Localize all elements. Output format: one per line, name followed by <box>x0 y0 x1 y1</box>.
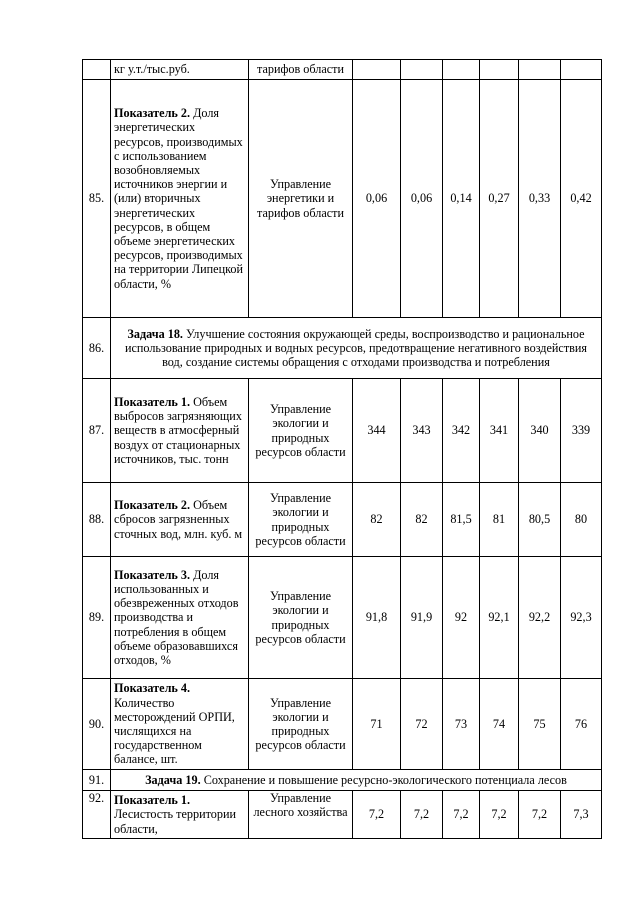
responsible-cell: Управление экологии и природных ресурсов области <box>249 679 353 770</box>
value-cell: 0,06 <box>353 80 401 318</box>
indicator-label: Показатель 4. <box>114 681 191 696</box>
row-number: 88. <box>83 483 111 557</box>
value-cell: 7,2 <box>353 791 401 839</box>
responsible-cell: Управление экологии и природных ресурсов области <box>249 483 353 557</box>
indicator-text: кг у.т./тыс.руб. <box>111 60 249 80</box>
task-row <box>83 770 602 791</box>
row-number: 91. <box>83 770 111 791</box>
table-row <box>83 679 602 770</box>
value-cell: 339 <box>561 379 602 483</box>
indicator-label: Показатель 2. <box>114 498 191 513</box>
indicator-text: Объем сбросов загрязненных сточных вод, млн. куб. м <box>114 498 243 541</box>
value-cell: 0,27 <box>480 80 519 318</box>
value-cell: 74 <box>480 679 519 770</box>
indicator-label: Показатель 3. <box>114 567 191 582</box>
responsible-cell: Управление экологии и природных ресурсов области <box>249 557 353 679</box>
value-cell <box>519 60 561 80</box>
task-cell <box>111 770 602 791</box>
indicator-text: Доля энергетических ресурсов, производимых с использованием возобновляемых источников энергии и (или) вторичных энергетических ресурсов, в общем объеме энергетических ресурсов, производимых на территории Липецкой области, % <box>114 106 244 291</box>
indicator-cell <box>111 791 249 839</box>
responsible-cell: Управление лесного хозяйства <box>249 791 353 839</box>
value-cell: 7,2 <box>401 791 443 839</box>
value-cell <box>480 60 519 80</box>
indicator-label: Показатель 2. <box>114 106 191 121</box>
value-cell: 7,2 <box>480 791 519 839</box>
value-cell: 340 <box>519 379 561 483</box>
value-cell: 0,06 <box>401 80 443 318</box>
row-number: 92. <box>83 791 111 839</box>
task-row <box>83 318 602 379</box>
responsible-cell: тарифов области <box>249 60 353 80</box>
value-cell: 0,33 <box>519 80 561 318</box>
table-row <box>83 557 602 679</box>
row-number: 89. <box>83 557 111 679</box>
table-row-continuation <box>83 60 602 80</box>
indicator-label: Показатель 1. <box>114 793 191 808</box>
value-cell: 92 <box>443 557 480 679</box>
indicator-cell <box>111 557 249 679</box>
value-cell <box>401 60 443 80</box>
row-number: 90. <box>83 679 111 770</box>
indicator-cell <box>111 483 249 557</box>
value-cell: 75 <box>519 679 561 770</box>
value-cell <box>561 60 602 80</box>
value-cell: 73 <box>443 679 480 770</box>
value-cell: 343 <box>401 379 443 483</box>
task-label: Задача 18. <box>127 326 183 341</box>
task-text: Улучшение состояния окружающей среды, воспроизводство и рациональное использование природных и водных ресурсов, предотвращение негативного воздействия вод, создание системы обращения с отходами производства и потребления <box>124 326 588 370</box>
value-cell: 92,3 <box>561 557 602 679</box>
value-cell: 344 <box>353 379 401 483</box>
value-cell: 82 <box>401 483 443 557</box>
value-cell: 72 <box>401 679 443 770</box>
value-cell: 0,14 <box>443 80 480 318</box>
task-cell <box>111 318 602 379</box>
indicators-table <box>82 59 602 839</box>
value-cell: 76 <box>561 679 602 770</box>
table-row <box>83 80 602 318</box>
value-cell: 80,5 <box>519 483 561 557</box>
indicator-cell <box>111 379 249 483</box>
value-cell <box>353 60 401 80</box>
indicator-cell <box>111 80 249 318</box>
responsible-cell: Управление энергетики и тарифов области <box>249 80 353 318</box>
indicator-cell <box>111 679 249 770</box>
value-cell: 7,3 <box>561 791 602 839</box>
value-cell: 92,1 <box>480 557 519 679</box>
value-cell: 7,2 <box>519 791 561 839</box>
indicator-text: Доля использованных и обезвреженных отходов производства и потребления в общем объеме образовавшихся отходов, % <box>114 567 239 667</box>
task-label: Задача 19. <box>145 772 201 787</box>
value-cell: 82 <box>353 483 401 557</box>
value-cell: 7,2 <box>443 791 480 839</box>
value-cell: 0,42 <box>561 80 602 318</box>
value-cell: 342 <box>443 379 480 483</box>
indicator-text: Лесистость территории области, <box>114 807 236 836</box>
value-cell: 91,8 <box>353 557 401 679</box>
indicator-text: Объем выбросов загрязняющих веществ в атмосферный воздух от стационарных источников, тыс. тонн <box>114 394 242 466</box>
value-cell: 91,9 <box>401 557 443 679</box>
value-cell: 341 <box>480 379 519 483</box>
value-cell: 81 <box>480 483 519 557</box>
row-number <box>83 60 111 80</box>
table-row <box>83 791 602 839</box>
value-cell: 71 <box>353 679 401 770</box>
value-cell: 92,2 <box>519 557 561 679</box>
indicator-label: Показатель 1. <box>114 394 191 409</box>
value-cell <box>443 60 480 80</box>
table-row <box>83 483 602 557</box>
row-number: 87. <box>83 379 111 483</box>
responsible-cell: Управление экологии и природных ресурсов области <box>249 379 353 483</box>
table-row <box>83 379 602 483</box>
value-cell: 80 <box>561 483 602 557</box>
row-number: 86. <box>83 318 111 379</box>
task-text: Сохранение и повышение ресурсно-экологического потенциала лесов <box>200 772 567 787</box>
value-cell: 81,5 <box>443 483 480 557</box>
row-number: 85. <box>83 80 111 318</box>
indicator-text: Количество месторождений ОРПИ, числящихся на государственном балансе, шт. <box>114 695 235 767</box>
